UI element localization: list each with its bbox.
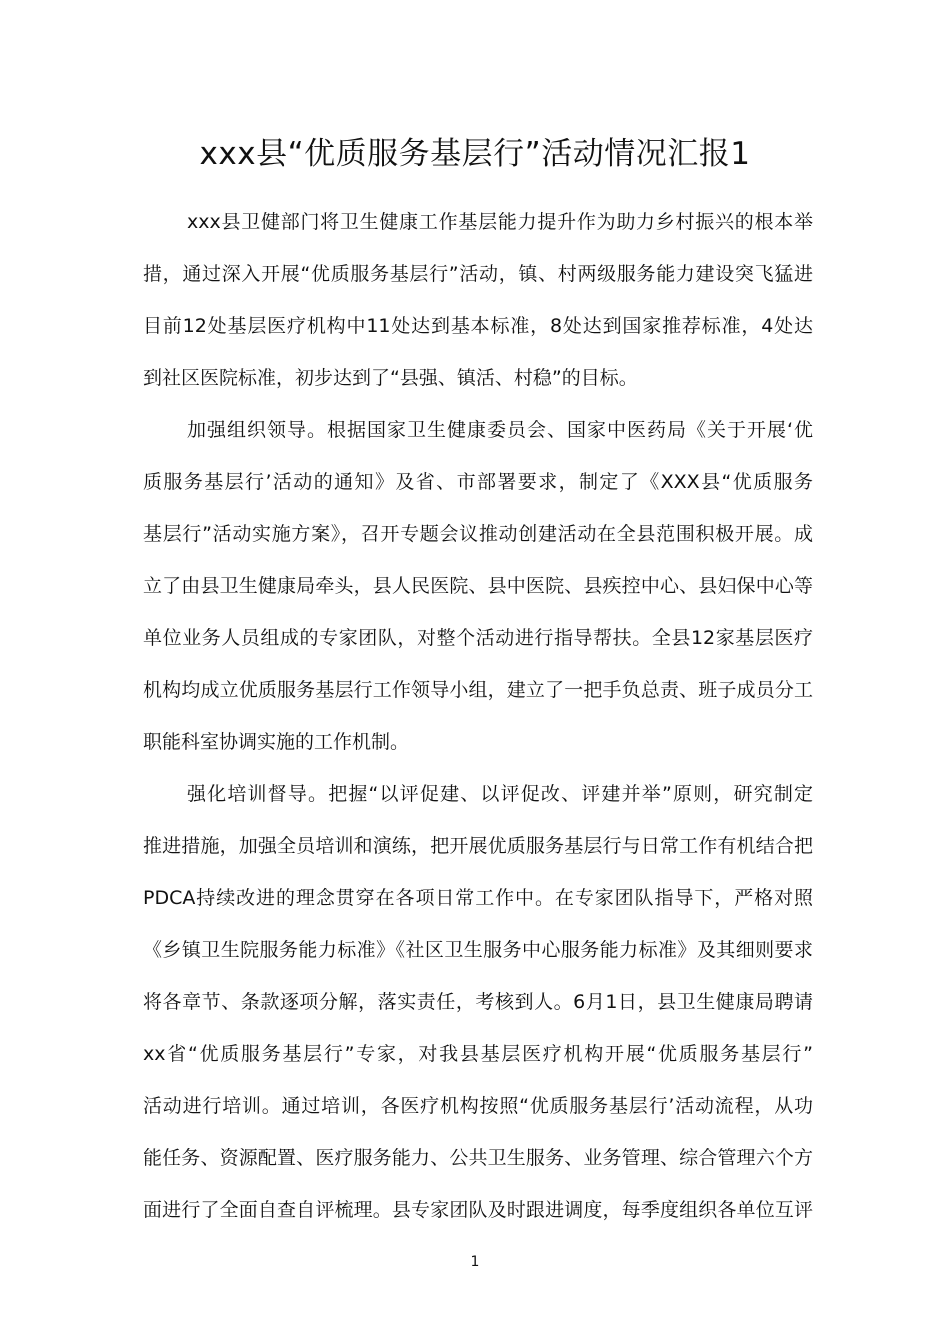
paragraph-line: 基层行”活动实施方案》，召开专题会议推动创建活动在全县范围积极开展。成 (143, 523, 813, 545)
paragraph-line: 到社区医院标准，初步达到了“县强、镇活、村稳”的目标。 (143, 367, 638, 389)
paragraph-line: 质服务基层行’活动的通知》及省、市部署要求，制定了《XXX县“优质服务 (143, 471, 813, 493)
paragraph-line: 面进行了全面自查自评梳理。县专家团队及时跟进调度，每季度组织各单位互评 (143, 1199, 813, 1221)
paragraph-line: 加强组织领导。根据国家卫生健康委员会、国家中医药局《关于开展‘优 (187, 419, 813, 441)
paragraph-line: 将各章节、条款逐项分解，落实责任，考核到人。6月1日，县卫生健康局聘请 (143, 991, 813, 1013)
paragraph-line: xxx县卫健部门将卫生健康工作基层能力提升作为助力乡村振兴的根本举 (187, 211, 813, 233)
paragraph-line: PDCA持续改进的理念贯穿在各项日常工作中。在专家团队指导下，严格对照 (143, 887, 813, 909)
paragraph-training (143, 768, 813, 1236)
paragraph-line: 能任务、资源配置、医疗服务能力、公共卫生服务、业务管理、综合管理六个方 (143, 1147, 813, 1169)
paragraph-organization (143, 404, 813, 768)
paragraph-line: 措，通过深入开展“优质服务基层行”活动，镇、村两级服务能力建设突飞猛进 (143, 263, 813, 285)
paragraph-line: 职能科室协调实施的工作机制。 (143, 731, 410, 753)
paragraph-line: 单位业务人员组成的专家团队，对整个活动进行指导帮扶。全县12家基层医疗 (143, 627, 813, 649)
paragraph-line: 活动进行培训。通过培训，各医疗机构按照“优质服务基层行’活动流程，从功 (143, 1095, 813, 1117)
paragraph-line: 《乡镇卫生院服务能力标准》《社区卫生服务中心服务能力标准》及其细则要求 (143, 939, 813, 961)
paragraph-line: 机构均成立优质服务基层行工作领导小组，建立了一把手负总责、班子成员分工 (143, 679, 813, 701)
paragraph-line: xx省“优质服务基层行”专家，对我县基层医疗机构开展“优质服务基层行” (143, 1043, 813, 1065)
paragraph-intro (143, 196, 813, 404)
paragraph-line: 目前12处基层医疗机构中11处达到基本标准，8处达到国家推荐标准，4处达 (143, 315, 813, 337)
document-title: xxx县“优质服务基层行”活动情况汇报1 (199, 136, 751, 172)
document-body (143, 196, 813, 1236)
paragraph-line: 强化培训督导。把握“以评促建、以评促改、评建并举”原则，研究制定 (187, 783, 813, 805)
page-number: 1 (470, 1254, 480, 1270)
paragraph-line: 立了由县卫生健康局牵头，县人民医院、县中医院、县疾控中心、县妇保中心等 (143, 575, 813, 597)
paragraph-line: 推进措施，加强全员培训和演练，把开展优质服务基层行与日常工作有机结合把 (143, 835, 813, 857)
